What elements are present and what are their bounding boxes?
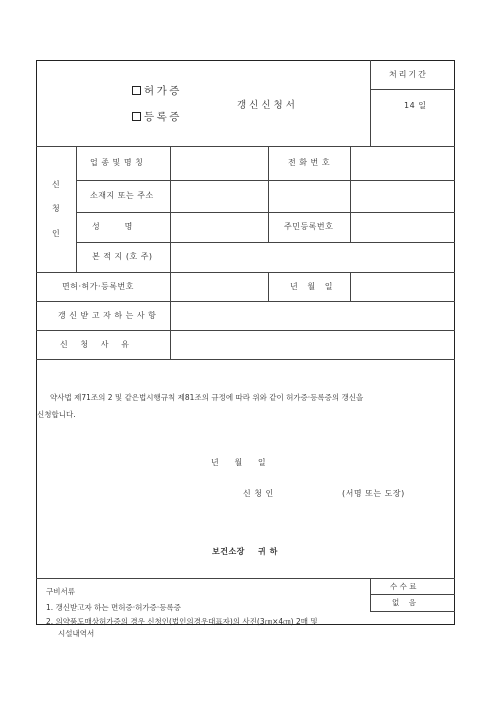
documents-item-1: 1. 갱신받고자 하는 면허증·허가증·등록증 [46,603,181,612]
reason-label: 신 청 사 유 [60,340,130,349]
documents-title: 구비서류 [46,587,75,596]
business-name-label: 업 종 및 명 칭 [90,158,144,167]
divider [36,578,455,579]
statement-line-2: 신청합니다. [37,410,76,419]
divider [76,180,455,181]
date-field[interactable] [352,274,452,300]
fee-label: 수 수 료 [390,582,417,591]
divider [268,272,269,301]
divider [370,89,455,90]
address-field[interactable] [172,182,452,211]
applicant-side-label-1: 신 [52,180,61,189]
date-label: 년 월 일 [290,282,333,291]
divider [370,611,455,612]
divider [36,146,455,147]
domicile-field[interactable] [172,244,452,271]
divider [36,272,455,273]
divider [76,242,455,243]
resident-number-label: 주민등록번호 [284,222,334,231]
divider [76,212,455,213]
sign-applicant-label: 신 청 인 [243,489,274,498]
applicant-side-label-3: 인 [52,229,61,238]
business-name-field[interactable] [172,148,266,179]
form-title: 갱신신청서 [237,100,298,111]
documents-item-2: 2. 의약품도매상허가증의 경우 신청인(법인의경우대표자)의 사진(3㎝×4㎝) 2매 및 [46,617,318,626]
name-field[interactable] [172,214,266,241]
option-registration[interactable]: 등록증 [132,112,182,122]
applicant-side-label-2: 청 [52,204,61,213]
address-label: 소재지 또는 주소 [90,191,154,200]
name-label: 성 명 [92,222,133,231]
sign-date: 년 월 일 [211,458,267,467]
resident-number-field[interactable] [352,214,452,241]
renewal-items-field[interactable] [172,303,452,329]
divider [350,272,351,301]
renewal-items-label: 갱 신 받 고 자 하 는 사 항 [58,311,157,320]
divider [36,330,455,331]
divider [170,146,171,359]
divider [350,212,351,242]
divider [268,212,269,242]
processing-period-value: 14 일 [404,101,427,110]
signature-seal-label: (서명 또는 도장) [342,489,405,498]
documents-item-2-cont: 시설내역서 [58,629,95,638]
license-number-field[interactable] [172,274,266,300]
processing-period-label: 처리기간 [389,70,428,79]
divider [370,594,455,595]
divider [370,60,371,146]
statement-line-1: 약사법 제71조의 2 및 같은법시행규칙 제81조의 규정에 따라 위와 같이 허가증·등록증의 갱신을 [50,393,364,402]
divider [76,146,77,272]
phone-field[interactable] [352,148,452,179]
checkbox-registration-icon[interactable] [132,112,141,121]
phone-label: 전 화 번 호 [288,158,331,167]
option-permit[interactable]: 허가증 [132,86,182,96]
divider [36,301,455,302]
license-number-label: 면허·허가·등록번호 [62,282,134,291]
fee-value: 없 음 [392,598,417,607]
reason-field[interactable] [172,332,452,358]
domicile-label: 본 적 지 (호 주) [92,252,153,261]
addressee: 보건소장 귀 하 [212,547,278,556]
divider [36,359,455,360]
checkbox-permit-icon[interactable] [132,86,141,95]
